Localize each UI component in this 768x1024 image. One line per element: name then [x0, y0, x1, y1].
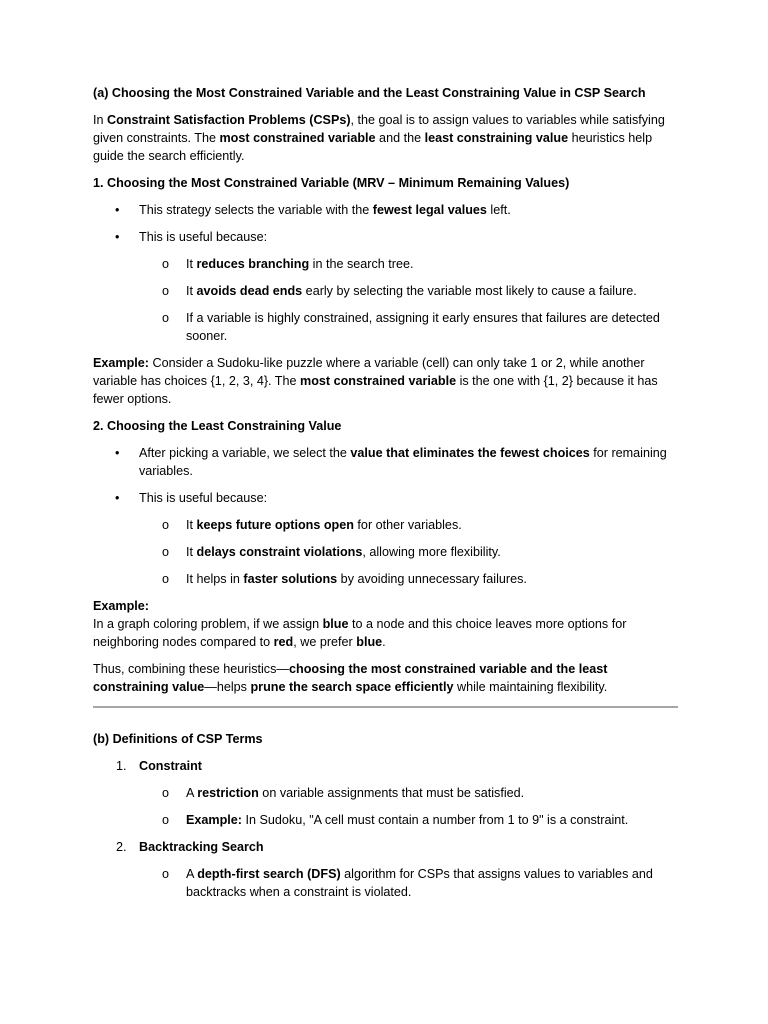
bullet-marker: •	[115, 230, 120, 244]
bold-text: Constraint Satisfaction Problems (CSPs)	[107, 113, 351, 127]
definitions-list	[93, 757, 678, 901]
text: A	[186, 867, 198, 881]
list-item	[93, 444, 678, 480]
lcv-example	[93, 615, 678, 651]
conclusion	[93, 660, 678, 696]
mrv-bullet-list	[93, 201, 678, 345]
lcv-example-label: Example:	[93, 599, 149, 613]
text: In a graph coloring problem, if we assign	[93, 617, 323, 631]
lcv-bullet-list	[93, 444, 678, 588]
bullet-marker: •	[115, 491, 120, 505]
bold-text: delays constraint violations	[196, 545, 363, 559]
list-item	[93, 201, 678, 219]
bold-text: faster solutions	[243, 572, 338, 586]
mrv-example	[93, 354, 678, 408]
bold-text: fewest legal values	[372, 203, 487, 217]
text: , we prefer	[293, 635, 357, 649]
text: This is useful because:	[139, 230, 268, 244]
text: early by selecting the variable most likely to cause a failure.	[302, 284, 637, 298]
bold-text: avoids dead ends	[196, 284, 303, 298]
bold-text: restriction	[197, 786, 259, 800]
subsection-1-heading: 1. Choosing the Most Constrained Variable (MRV – Minimum Remaining Values)	[93, 176, 570, 190]
bullet-marker: •	[115, 446, 120, 460]
bold-text: most constrained variable	[219, 131, 376, 145]
sub-list-item	[93, 516, 678, 534]
definition-constraint	[93, 757, 678, 775]
bold-text: value that eliminates the fewest choices	[350, 446, 590, 460]
definition-title: Constraint	[139, 759, 202, 773]
sub-marker: o	[162, 786, 170, 800]
sub-marker: o	[162, 813, 170, 827]
text: In Sudoku, "A cell must contain a number from 1 to 9" is a constraint.	[242, 813, 629, 827]
sub-marker: o	[162, 257, 170, 271]
section-b-heading: (b) Definitions of CSP Terms	[93, 732, 263, 746]
bold-text: least constraining value	[424, 131, 569, 145]
sub-list-item	[93, 543, 678, 561]
sub-list-item	[93, 255, 678, 273]
bold-text: keeps future options open	[196, 518, 354, 532]
bold-text: blue	[322, 617, 349, 631]
sub-list-item	[93, 309, 678, 345]
list-item	[93, 228, 678, 246]
section-a-heading: (a) Choosing the Most Constrained Variable and the Least Constraining Value in CSP Search	[93, 86, 646, 100]
bold-text: Example:	[186, 813, 242, 827]
number-marker: 1.	[116, 759, 127, 773]
text: After picking a variable, we select the	[139, 446, 351, 460]
bullet-marker: •	[115, 203, 120, 217]
text: left.	[486, 203, 511, 217]
sub-marker: o	[162, 545, 170, 559]
text: It	[186, 545, 197, 559]
text: algorithm for CSPs that assigns values to variables and backtracks when a constraint is violated.	[186, 867, 653, 899]
text: .	[382, 635, 386, 649]
sub-list-item	[93, 570, 678, 588]
bold-text: choosing the most constrained variable and the least constraining value	[93, 662, 608, 694]
text: to a node and this choice leaves more options for neighboring nodes compared to	[93, 617, 627, 649]
bold-text: blue	[356, 635, 383, 649]
sub-marker: o	[162, 867, 170, 881]
bold-text: red	[273, 635, 294, 649]
text: This is useful because:	[139, 491, 268, 505]
text: is the one with {1, 2} because it has fewer options.	[93, 374, 658, 406]
bold-text: depth-first search (DFS)	[197, 867, 341, 881]
sub-marker: o	[162, 572, 170, 586]
sub-list-item	[93, 282, 678, 300]
list-item	[93, 489, 678, 507]
sub-marker: o	[162, 518, 170, 532]
text: in the search tree.	[309, 257, 414, 271]
text: It	[186, 284, 197, 298]
sub-list-item	[93, 811, 678, 829]
bold-text: most constrained variable	[300, 374, 457, 388]
document-page	[93, 84, 678, 901]
text: Consider a Sudoku-like puzzle where a variable (cell) can only take 1 or 2, while another variable has choices {1, 2, 3, 4}. The	[93, 356, 645, 388]
definition-backtracking	[93, 838, 678, 856]
spacer	[93, 708, 678, 730]
definition-title: Backtracking Search	[139, 840, 264, 854]
text: while maintaining flexibility.	[453, 680, 608, 694]
sub-marker: o	[162, 284, 170, 298]
text: , allowing more flexibility.	[362, 545, 501, 559]
text: In	[93, 113, 108, 127]
text: It helps in	[186, 572, 244, 586]
text: heuristics help guide the search efficiently.	[93, 131, 653, 163]
bold-text: reduces branching	[196, 257, 310, 271]
text: It	[186, 257, 197, 271]
text: If a variable is highly constrained, assigning it early ensures that failures are detected sooner.	[186, 311, 660, 343]
text: , the goal is to assign values to variables while satisfying given constraints. The	[93, 113, 665, 145]
text: for other variables.	[353, 518, 462, 532]
text: —helps	[204, 680, 251, 694]
sub-list-item	[93, 784, 678, 802]
text: It	[186, 518, 197, 532]
number-marker: 2.	[116, 840, 127, 854]
subsection-2-heading: 2. Choosing the Least Constraining Value	[93, 419, 342, 433]
text: This strategy selects the variable with the	[139, 203, 373, 217]
sub-list-item	[93, 865, 678, 901]
text: for remaining variables.	[139, 446, 667, 478]
sub-marker: o	[162, 311, 170, 325]
example-label: Example:	[93, 356, 149, 370]
bold-text: prune the search space efficiently	[250, 680, 454, 694]
section-a-intro	[93, 111, 678, 165]
text: on variable assignments that must be satisfied.	[258, 786, 525, 800]
text: Thus, combining these heuristics—	[93, 662, 289, 676]
text: by avoiding unnecessary failures.	[337, 572, 527, 586]
text: and the	[375, 131, 425, 145]
text: A	[186, 786, 198, 800]
